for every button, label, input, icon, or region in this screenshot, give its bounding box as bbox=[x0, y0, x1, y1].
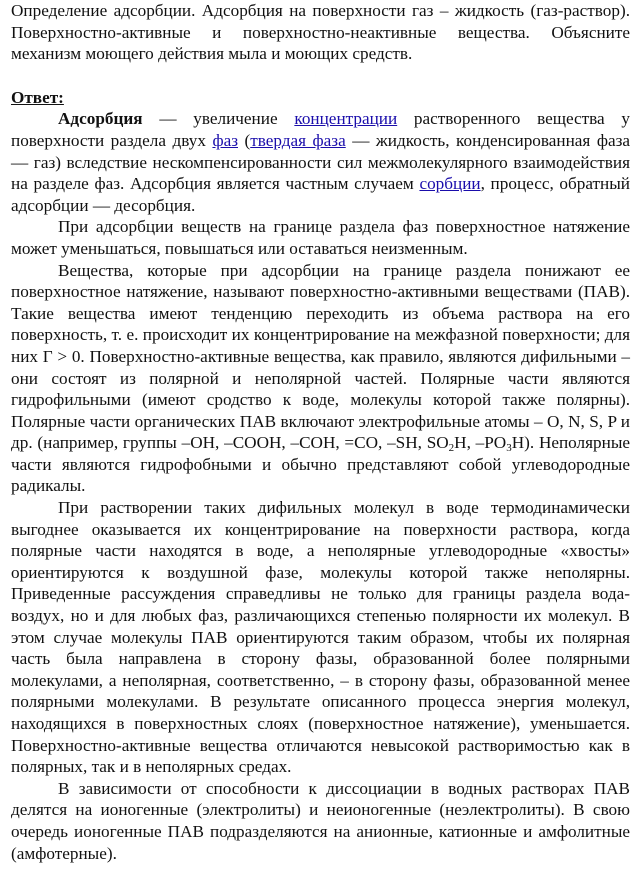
question-text: Определение адсорбции. Адсорбция на поверхности газ – жидкость (газ-раствор). Поверхностно-активные и поверхностно-неактивные вещества. Объясните механизм моющего действия мыла и моющих средств. bbox=[11, 1, 630, 64]
link-sorption[interactable]: сорбции bbox=[419, 174, 481, 194]
text-span: растворенного вещества у поверхности раздела двух bbox=[11, 109, 630, 150]
subscript: 2 bbox=[448, 442, 455, 455]
link-solid-phase[interactable]: твердая фаза bbox=[250, 130, 346, 150]
subscript: 3 bbox=[506, 442, 512, 455]
text-span: , процесс, обратный адсорбции — десорбция. bbox=[11, 174, 630, 215]
paragraph-dissolution: При растворении таких дифильных молекул в воде термодинамически выгоднее оказывается их концентрирование на поверхности раствора, когда полярные части находятся в воде, а неполярные углеводородные «хвосты» ориентируются к воздушной фазе, молекулы которой также неполярны. Приведенные рассуждения справедливы не только для границы раздела вода-воздух, но и для любых фаз, различающихся степенью полярности их молекул. В этом случае молекулы ПАВ ориентируются таким образом, чтобы их полярная часть была направлена в сторону фазы, образованной более полярными молекулами, а неполярная, соответственно, – в сторону фазы, образованной менее полярными молекулами. В результате описанного процесса энергия молекул, находящихся в поверхностных слоях (поверхностное натяжение), уменьшается. Поверхностно-активные вещества отличаются невысокой растворимостью как в полярных, так и в неполярных средах. bbox=[11, 498, 630, 777]
link-concentration[interactable]: концентрации bbox=[294, 109, 398, 129]
text-span: — увеличение bbox=[142, 109, 295, 129]
text-span: ( bbox=[238, 130, 251, 150]
text-span: Вещества, которые при адсорбции на границе раздела понижают ее поверхностное натяжение, называют поверхностно-активными веществами (ПАВ). Такие вещества имеют тенденцию переходить из объема раствора на его поверхность, т. е. происходит их концентрирование на межфазной поверхности; для них Г > 0. Поверхностно-активные вещества, как правило, являются дифильными – они состоят из полярной и неполярной частей. Полярные части являются гидрофильными (имеют сродство к воде, молекулы которой также полярны). Полярные части органических ПАВ включают электрофильные атомы – O, N, S, P и др. (например, группы –OH, –COOH, –COH, =CO, –SH, SO bbox=[11, 260, 630, 453]
text-span: H). Неполярные части являются гидрофобными и обычно представляют собой углеводородные радикалы. bbox=[11, 433, 630, 496]
paragraph-surface-tension: При адсорбции веществ на границе раздела фаз поверхностное натяжение может уменьшаться, повышаться или оставаться неизменным. bbox=[11, 217, 630, 258]
answer-heading: Ответ: bbox=[11, 87, 64, 107]
paragraph-surfactants bbox=[11, 260, 630, 498]
text-span: — жидкость, конденсированная фаза — газ) вследствие нескомпенсированности сил межмолекулярного взаимодействия на разделе фаз. Адсорбция является частным случаем bbox=[11, 130, 631, 194]
link-phase[interactable]: фаз bbox=[212, 130, 238, 150]
term-adsorption: Адсорбция bbox=[58, 109, 143, 129]
paragraph-adsorption-definition bbox=[11, 108, 630, 216]
paragraph-classification: В зависимости от способности к диссоциации в водных растворах ПАВ делятся на ионогенные (электролиты) и неионогенные (неэлектролиты). В свою очередь ионогенные ПАВ подразделяются на анионные, катионные и амфолитные (амфотерные). bbox=[11, 778, 630, 863]
text-span: H, –PO bbox=[454, 433, 507, 453]
